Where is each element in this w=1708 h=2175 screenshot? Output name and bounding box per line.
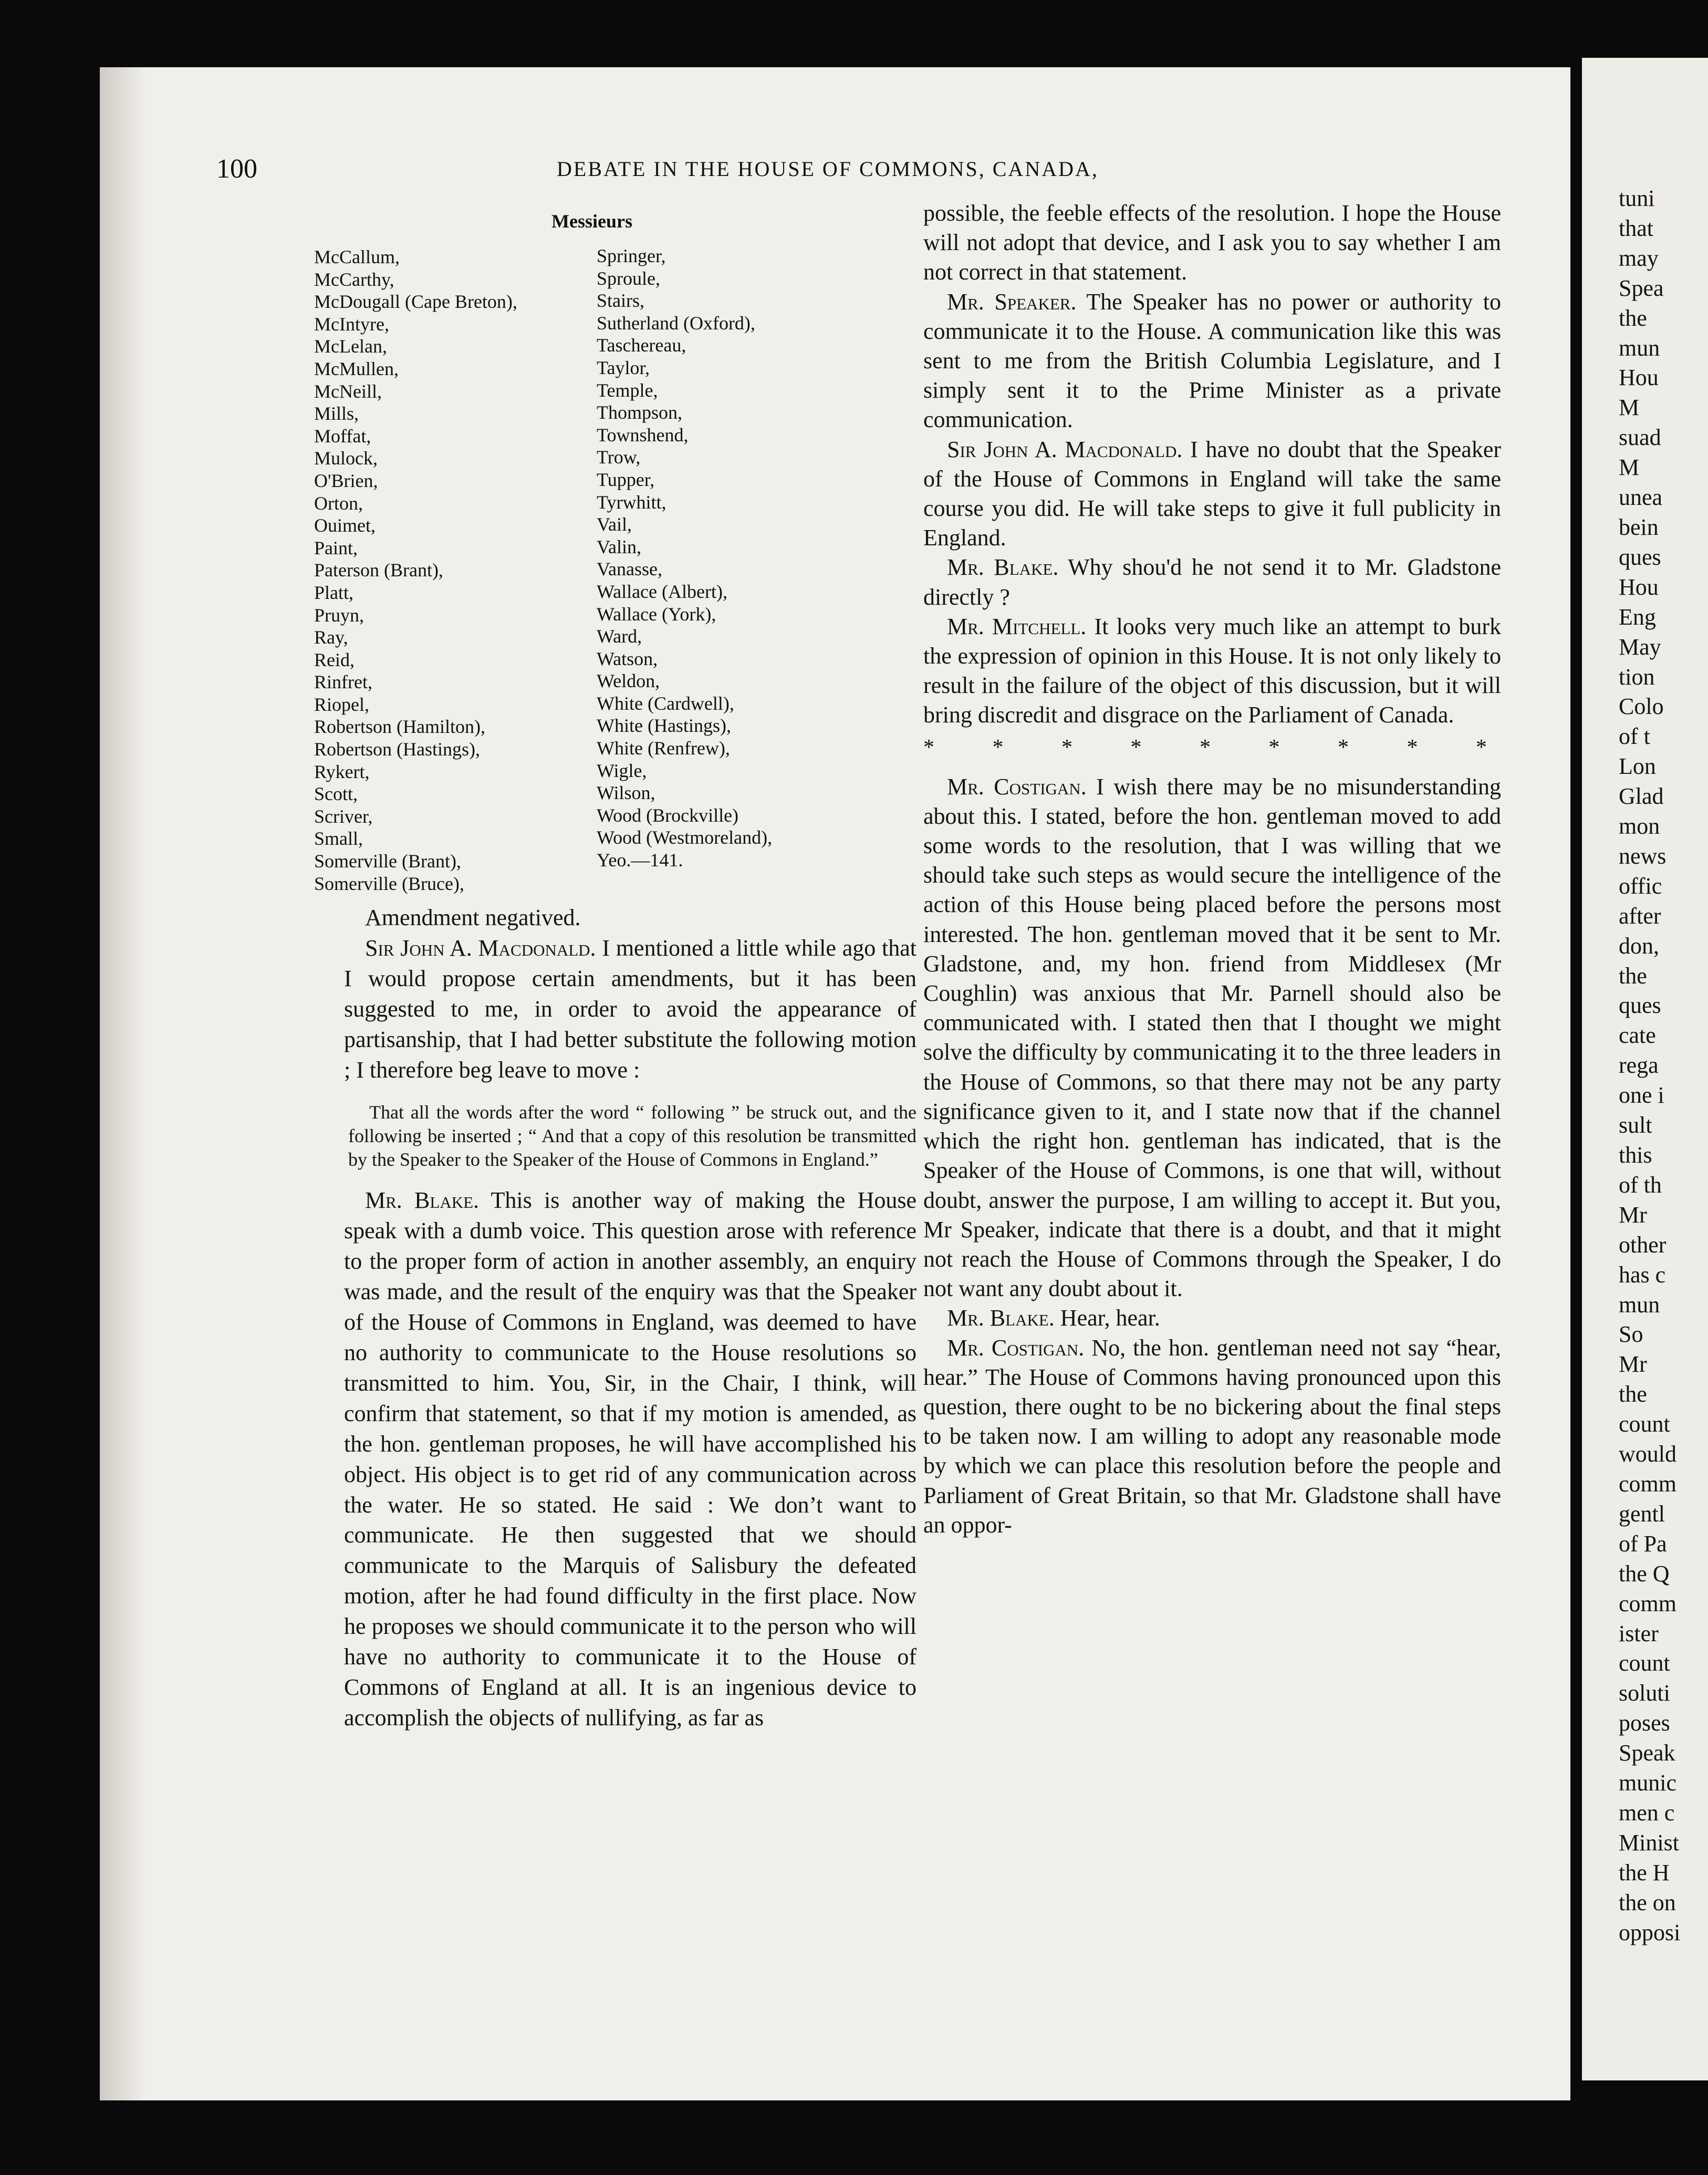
- member-name: Sproule,: [597, 267, 660, 289]
- member-name: McDougall (Cape Breton),: [314, 291, 517, 313]
- fragment-line: tuni: [1619, 185, 1655, 211]
- speech-text: The Speaker has no power or authority to communicate it to the House. A communication like this was sent to me from the British Columbia Legislature, and I simply sent it to the Prime Minister as a private communication.: [923, 288, 1501, 433]
- speech-speaker: [923, 287, 1501, 435]
- fragment-line: May: [1619, 634, 1661, 660]
- member-name: Ray,: [314, 627, 348, 648]
- member-name: Riopel,: [314, 693, 369, 715]
- speech-text: I mentioned a little while ago that I would propose certain amendments, but it has been suggested to me, in order to avoid the appearance of partisanship, that I had better substitute the following motion ; I therefore beg leave to move :: [344, 935, 917, 1083]
- fragment-line: one i: [1619, 1082, 1664, 1109]
- member-name: Wigle,: [597, 760, 647, 781]
- speech-costigan-2: [923, 1333, 1501, 1540]
- page-number: 100: [216, 154, 257, 184]
- member-name: Sutherland (Oxford),: [597, 312, 755, 334]
- fragment-line: Minist: [1619, 1829, 1679, 1856]
- member-name: Scott,: [314, 783, 358, 805]
- fragment-line: Hou: [1619, 574, 1659, 600]
- left-text-column: [344, 903, 917, 1733]
- member-name: Tyrwhitt,: [597, 491, 666, 513]
- fragment-line: count: [1619, 1650, 1670, 1676]
- motion-text: That all the words after the word “ following ” be struck out, and the following be inserted ; “ And that a copy of this resolution be transmitted by the Speaker to the Speaker of the House of Commons in England.”: [348, 1102, 917, 1171]
- fragment-line: mon: [1619, 813, 1660, 840]
- fragment-line: this: [1619, 1142, 1652, 1168]
- fragment-line: Hou: [1619, 365, 1659, 391]
- member-name: McNeill,: [314, 380, 382, 402]
- fragment-line: comm: [1619, 1470, 1676, 1497]
- fragment-line: Glad: [1619, 783, 1664, 810]
- fragment-line: mun: [1619, 335, 1660, 361]
- member-name: Robertson (Hastings),: [314, 739, 480, 760]
- speech-mitchell: [923, 612, 1501, 730]
- member-name: Moffat,: [314, 425, 371, 447]
- fragment-line: Mr: [1619, 1202, 1647, 1228]
- member-name: Weldon,: [597, 670, 660, 692]
- member-name: Vail,: [597, 514, 632, 535]
- speaker-name: Mr. Blake.: [947, 554, 1059, 581]
- fragment-line: has c: [1619, 1261, 1666, 1288]
- fragment-line: rega: [1619, 1052, 1659, 1079]
- member-name: McCarthy,: [314, 268, 394, 290]
- member-name: Ward,: [597, 626, 642, 647]
- speech-text: I wish there may be no misunderstanding about this. I stated, before the hon. gentleman moved to add some words to the resolution, that I was willing that we should take such steps as would secure the intelligence of the action of this House being placed before the persons most interested. The hon. gentleman moved that it be sent to Mr. Gladstone, and, my hon. friend from Middlesex (Mr Coughlin) was anxious that Mr. Parnell should also be communicated with. I stated then that I thought we might solve the difficulty by communicating it to the three leaders in the House of Commons, so that there may not be any party significance given to it, and I state now that if the channel which the right hon. gentleman has indicated, that is the Speaker of the House of Commons, is one that will, without doubt, answer the purpose, I am willing to accept it. But you, Mr Speaker, indicate that there is a doubt, and that it might not reach the House of Commons through the Speaker, I do not want any doubt about it.: [923, 773, 1502, 1302]
- member-name: Somerville (Brant),: [314, 851, 461, 872]
- speech-blake-1: [344, 1185, 917, 1733]
- fragment-line: comm: [1619, 1590, 1676, 1617]
- motion-quote: [344, 1101, 917, 1172]
- member-name: Pruyn,: [314, 604, 364, 626]
- member-name: McCallum,: [314, 246, 400, 267]
- speech-text: I have no doubt that the Speaker of the House of Commons in England will take the same course you did. He will take steps to give it full publicity in England.: [923, 436, 1501, 551]
- member-name: Vanasse,: [597, 558, 662, 580]
- continued-speech: possible, the feeble effects of the resolution. I hope the House will not adopt that device, and I ask you to say whether I am not correct in that statement.: [923, 200, 1501, 285]
- member-name: Thompson,: [597, 402, 683, 423]
- fragment-line: ister: [1619, 1620, 1659, 1646]
- member-name: Springer,: [597, 245, 666, 266]
- fragment-line: tion: [1619, 664, 1655, 690]
- division-heading: Messieurs: [551, 211, 632, 232]
- member-name: Scriver,: [314, 805, 373, 827]
- member-name: O'Brien,: [314, 470, 378, 491]
- speaker-name: Sir John A. Macdonald.: [947, 436, 1183, 462]
- fragment-line: ques: [1619, 544, 1661, 570]
- member-name: White (Renfrew),: [597, 738, 730, 759]
- fragment-line: of th: [1619, 1172, 1662, 1198]
- member-name: White (Cardwell),: [597, 692, 734, 714]
- member-name: Taylor,: [597, 357, 650, 378]
- member-name: Somerville (Bruce),: [314, 873, 464, 894]
- fragment-line: the H: [1619, 1859, 1670, 1886]
- division-names-column-2: [597, 245, 772, 872]
- member-name: Watson,: [597, 648, 658, 669]
- adjacent-page-text: [1582, 58, 1708, 1948]
- fragment-line: the: [1619, 1381, 1647, 1407]
- fragment-line: soluti: [1619, 1680, 1670, 1706]
- speech-blake-2: [923, 553, 1501, 612]
- speech-text: This is another way of making the House speak with a dumb voice. This question arose with reference to the proper form of action in another assembly, an enquiry was made, and the result of the enquiry was that the Speaker of the House of Commons in England, was deemed to have no authority to communicate to the House resolutions so transmitted to him. You, Sir, in the Chair, I think, will confirm that statement, so that if my motion is amended, as the hon. gentleman proposes, he will have accomplished his object. His object is to get rid of any communication across the water. He so stated. He said : We don’t want to communicate. He then suggested that we should communicate to the Marquis of Salisbury the defeated motion, after he had found difficulty in the first place. Now he proposes we should communicate it to the person who will have no authority to communicate it to the House of Commons of England at all. It is an ingenious device to accomplish the objects of nullifying, as far as: [344, 1187, 917, 1731]
- fragment-line: M: [1619, 395, 1640, 421]
- member-name: Valin,: [597, 536, 641, 557]
- member-name: Paint,: [314, 537, 358, 558]
- division-names-column-1: [314, 246, 517, 895]
- member-name: Taschereau,: [597, 335, 686, 356]
- fragment-line: that: [1619, 215, 1653, 241]
- member-name: Townshend,: [597, 424, 689, 446]
- adjacent-page-fragment: [1582, 58, 1708, 2080]
- member-name: Trow,: [597, 447, 641, 468]
- fragment-line: Eng: [1619, 604, 1656, 630]
- fragment-line: unea: [1619, 484, 1663, 511]
- fragment-line: Lon: [1619, 753, 1656, 780]
- fragment-line: opposi: [1619, 1919, 1681, 1945]
- fragment-line: gentl: [1619, 1500, 1665, 1527]
- fragment-line: bein: [1619, 514, 1659, 540]
- member-name: Small,: [314, 828, 363, 850]
- member-name: Orton,: [314, 492, 363, 514]
- speaker-name: Mr. Mitchell.: [947, 613, 1087, 639]
- speaker-name: Mr. Blake.: [365, 1187, 480, 1214]
- fragment-line: the: [1619, 305, 1647, 331]
- fragment-line: news: [1619, 843, 1667, 869]
- running-title: DEBATE IN THE HOUSE OF COMMONS, CANADA,: [557, 157, 1099, 181]
- fragment-line: count: [1619, 1411, 1670, 1437]
- member-name: Tupper,: [597, 469, 655, 490]
- fragment-line: would: [1619, 1441, 1676, 1467]
- member-name: Rinfret,: [314, 671, 372, 693]
- fragment-line: the on: [1619, 1889, 1676, 1915]
- speaker-name: Mr. Blake.: [947, 1305, 1055, 1331]
- fragment-line: men c: [1619, 1799, 1675, 1826]
- speaker-name: Mr. Speaker.: [947, 288, 1077, 315]
- page-gutter: [1570, 0, 1582, 2175]
- fragment-line: don,: [1619, 933, 1659, 959]
- fragment-line: Mr: [1619, 1351, 1647, 1378]
- fragment-line: the Q: [1619, 1560, 1670, 1587]
- fragment-line: sult: [1619, 1112, 1652, 1138]
- member-name: Wood (Brockville): [597, 804, 739, 826]
- member-name: McLelan,: [314, 336, 387, 357]
- fragment-line: suad: [1619, 424, 1661, 451]
- member-name: Yeo.—141.: [597, 850, 683, 871]
- member-name: Robertson (Hamilton),: [314, 716, 485, 738]
- speech-text: Hear, hear.: [1060, 1305, 1160, 1331]
- speaker-name: Mr. Costigan.: [947, 773, 1087, 800]
- member-name: Ouimet,: [314, 515, 376, 536]
- speech-macdonald-2: [923, 435, 1501, 553]
- fragment-line: may: [1619, 245, 1659, 271]
- fragment-line: Speak: [1619, 1740, 1675, 1766]
- speech-blake-3: [923, 1303, 1501, 1333]
- fragment-line: M: [1619, 454, 1640, 481]
- member-name: Wilson,: [597, 782, 655, 804]
- member-name: White (Hastings),: [597, 715, 731, 737]
- speech-text: Why shou'd he not send it to Mr. Gladstone directly ?: [923, 554, 1501, 610]
- fragment-line: of t: [1619, 723, 1650, 750]
- fragment-line: poses: [1619, 1710, 1670, 1736]
- member-name: Mulock,: [314, 448, 378, 469]
- speaker-name: Sir John A. Macdonald.: [365, 935, 596, 961]
- fragment-line: of Pa: [1619, 1530, 1667, 1557]
- speech-macdonald-1: [344, 933, 917, 1085]
- member-name: Wallace (Albert),: [597, 581, 727, 602]
- fragment-line: after: [1619, 903, 1661, 929]
- fragment-line: ques: [1619, 992, 1661, 1019]
- member-name: Wallace (York),: [597, 603, 716, 625]
- member-name: Stairs,: [597, 290, 645, 312]
- fragment-line: munic: [1619, 1770, 1676, 1796]
- fragment-line: cate: [1619, 1022, 1656, 1049]
- fragment-line: other: [1619, 1231, 1667, 1258]
- fragment-line: mun: [1619, 1291, 1660, 1318]
- fragment-line: So: [1619, 1321, 1643, 1348]
- member-name: Platt,: [314, 582, 354, 603]
- omission-stars: * * * * * * * * *: [923, 735, 1513, 760]
- fragment-line: Spea: [1619, 275, 1664, 301]
- fragment-line: offic: [1619, 873, 1662, 899]
- member-name: Rykert,: [314, 761, 370, 782]
- speaker-name: Mr. Costigan.: [947, 1334, 1085, 1361]
- speech-text: No, the hon. gentleman need not say “hear, hear.” The House of Commons having pronounced upon this question, there ought to be no bickering about the final steps to be taken now. I am willing to adopt any reasonable mode by which we can place this resolution before the people and Parliament of Great Britain, so that Mr. Gladstone shall have an oppor-: [923, 1334, 1501, 1538]
- member-name: Temple,: [597, 379, 658, 401]
- amendment-result: Amendment negatived.: [365, 905, 581, 930]
- right-text-column: [923, 199, 1513, 1540]
- fragment-line: the: [1619, 962, 1647, 989]
- member-name: Mills,: [314, 403, 359, 424]
- member-name: McIntyre,: [314, 313, 389, 335]
- speech-text: It looks very much like an attempt to burk the expression of opinion in this House. It is not only likely to result in the failure of the object of this discussion, but it will bring discredit and disgrace on the Parliament of Canada.: [923, 613, 1501, 728]
- member-name: McMullen,: [314, 358, 399, 379]
- member-name: Paterson (Brant),: [314, 560, 443, 581]
- member-name: Reid,: [314, 649, 355, 670]
- speech-costigan-1: [923, 772, 1501, 1304]
- member-name: Wood (Westmoreland),: [597, 827, 773, 848]
- fragment-line: Colo: [1619, 693, 1664, 720]
